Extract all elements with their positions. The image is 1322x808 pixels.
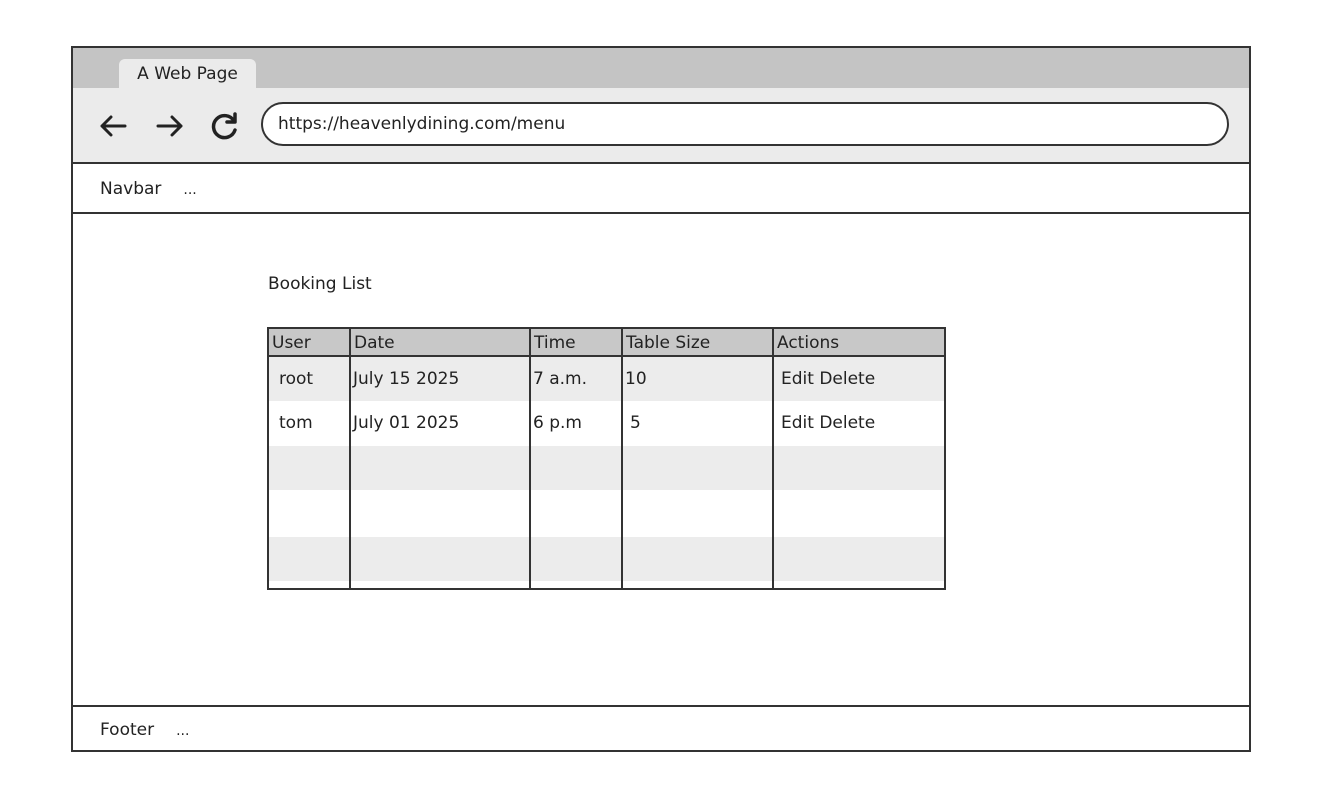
column-header-time: Time <box>534 333 576 353</box>
column-header-table-size: Table Size <box>626 333 711 353</box>
arrow-right-icon <box>154 110 186 142</box>
column-divider <box>529 329 531 588</box>
cell-time: 7 a.m. <box>533 369 588 389</box>
column-header-date: Date <box>354 333 395 353</box>
footer-label[interactable]: Footer <box>100 720 155 740</box>
browser-toolbar <box>73 88 1249 162</box>
navbar-divider <box>71 212 1251 214</box>
booking-table <box>267 327 946 590</box>
delete-button[interactable]: Delete <box>819 369 876 389</box>
footer <box>73 707 1249 752</box>
table-header <box>269 329 944 357</box>
navbar <box>73 164 1249 212</box>
cell-actions <box>781 401 875 445</box>
footer-more[interactable]: ... <box>176 723 190 739</box>
arrow-left-icon <box>97 110 129 142</box>
cell-date: July 15 2025 <box>353 369 460 389</box>
table-row-empty <box>269 537 944 581</box>
browser-tab[interactable]: A Web Page <box>119 59 256 88</box>
cell-time: 6 p.m <box>533 413 582 433</box>
cell-actions <box>781 357 875 401</box>
table-row-empty <box>269 490 944 534</box>
column-divider <box>621 329 623 588</box>
navbar-more[interactable]: ... <box>183 182 197 198</box>
column-header-actions: Actions <box>777 333 840 353</box>
browser-window <box>71 46 1251 752</box>
edit-button[interactable]: Edit <box>781 413 814 433</box>
navbar-label[interactable]: Navbar <box>100 179 162 199</box>
column-divider <box>349 329 351 588</box>
delete-button[interactable]: Delete <box>819 413 876 433</box>
forward-button[interactable] <box>152 108 188 144</box>
cell-user: root <box>279 369 314 389</box>
cell-user: tom <box>279 413 313 433</box>
reload-button[interactable] <box>207 108 243 144</box>
cell-table-size: 10 <box>625 369 647 389</box>
table-row <box>269 357 944 401</box>
column-header-user: User <box>272 333 311 353</box>
cell-date: July 01 2025 <box>353 413 460 433</box>
address-bar[interactable]: https://heavenlydining.com/menu <box>261 102 1229 146</box>
tab-bar <box>73 48 1249 88</box>
column-divider <box>772 329 774 588</box>
cell-table-size: 5 <box>630 413 641 433</box>
back-button[interactable] <box>95 108 131 144</box>
table-row-empty <box>269 446 944 490</box>
reload-icon <box>209 110 241 142</box>
table-row <box>269 401 944 445</box>
page-title: Booking List <box>268 274 372 294</box>
edit-button[interactable]: Edit <box>781 369 814 389</box>
